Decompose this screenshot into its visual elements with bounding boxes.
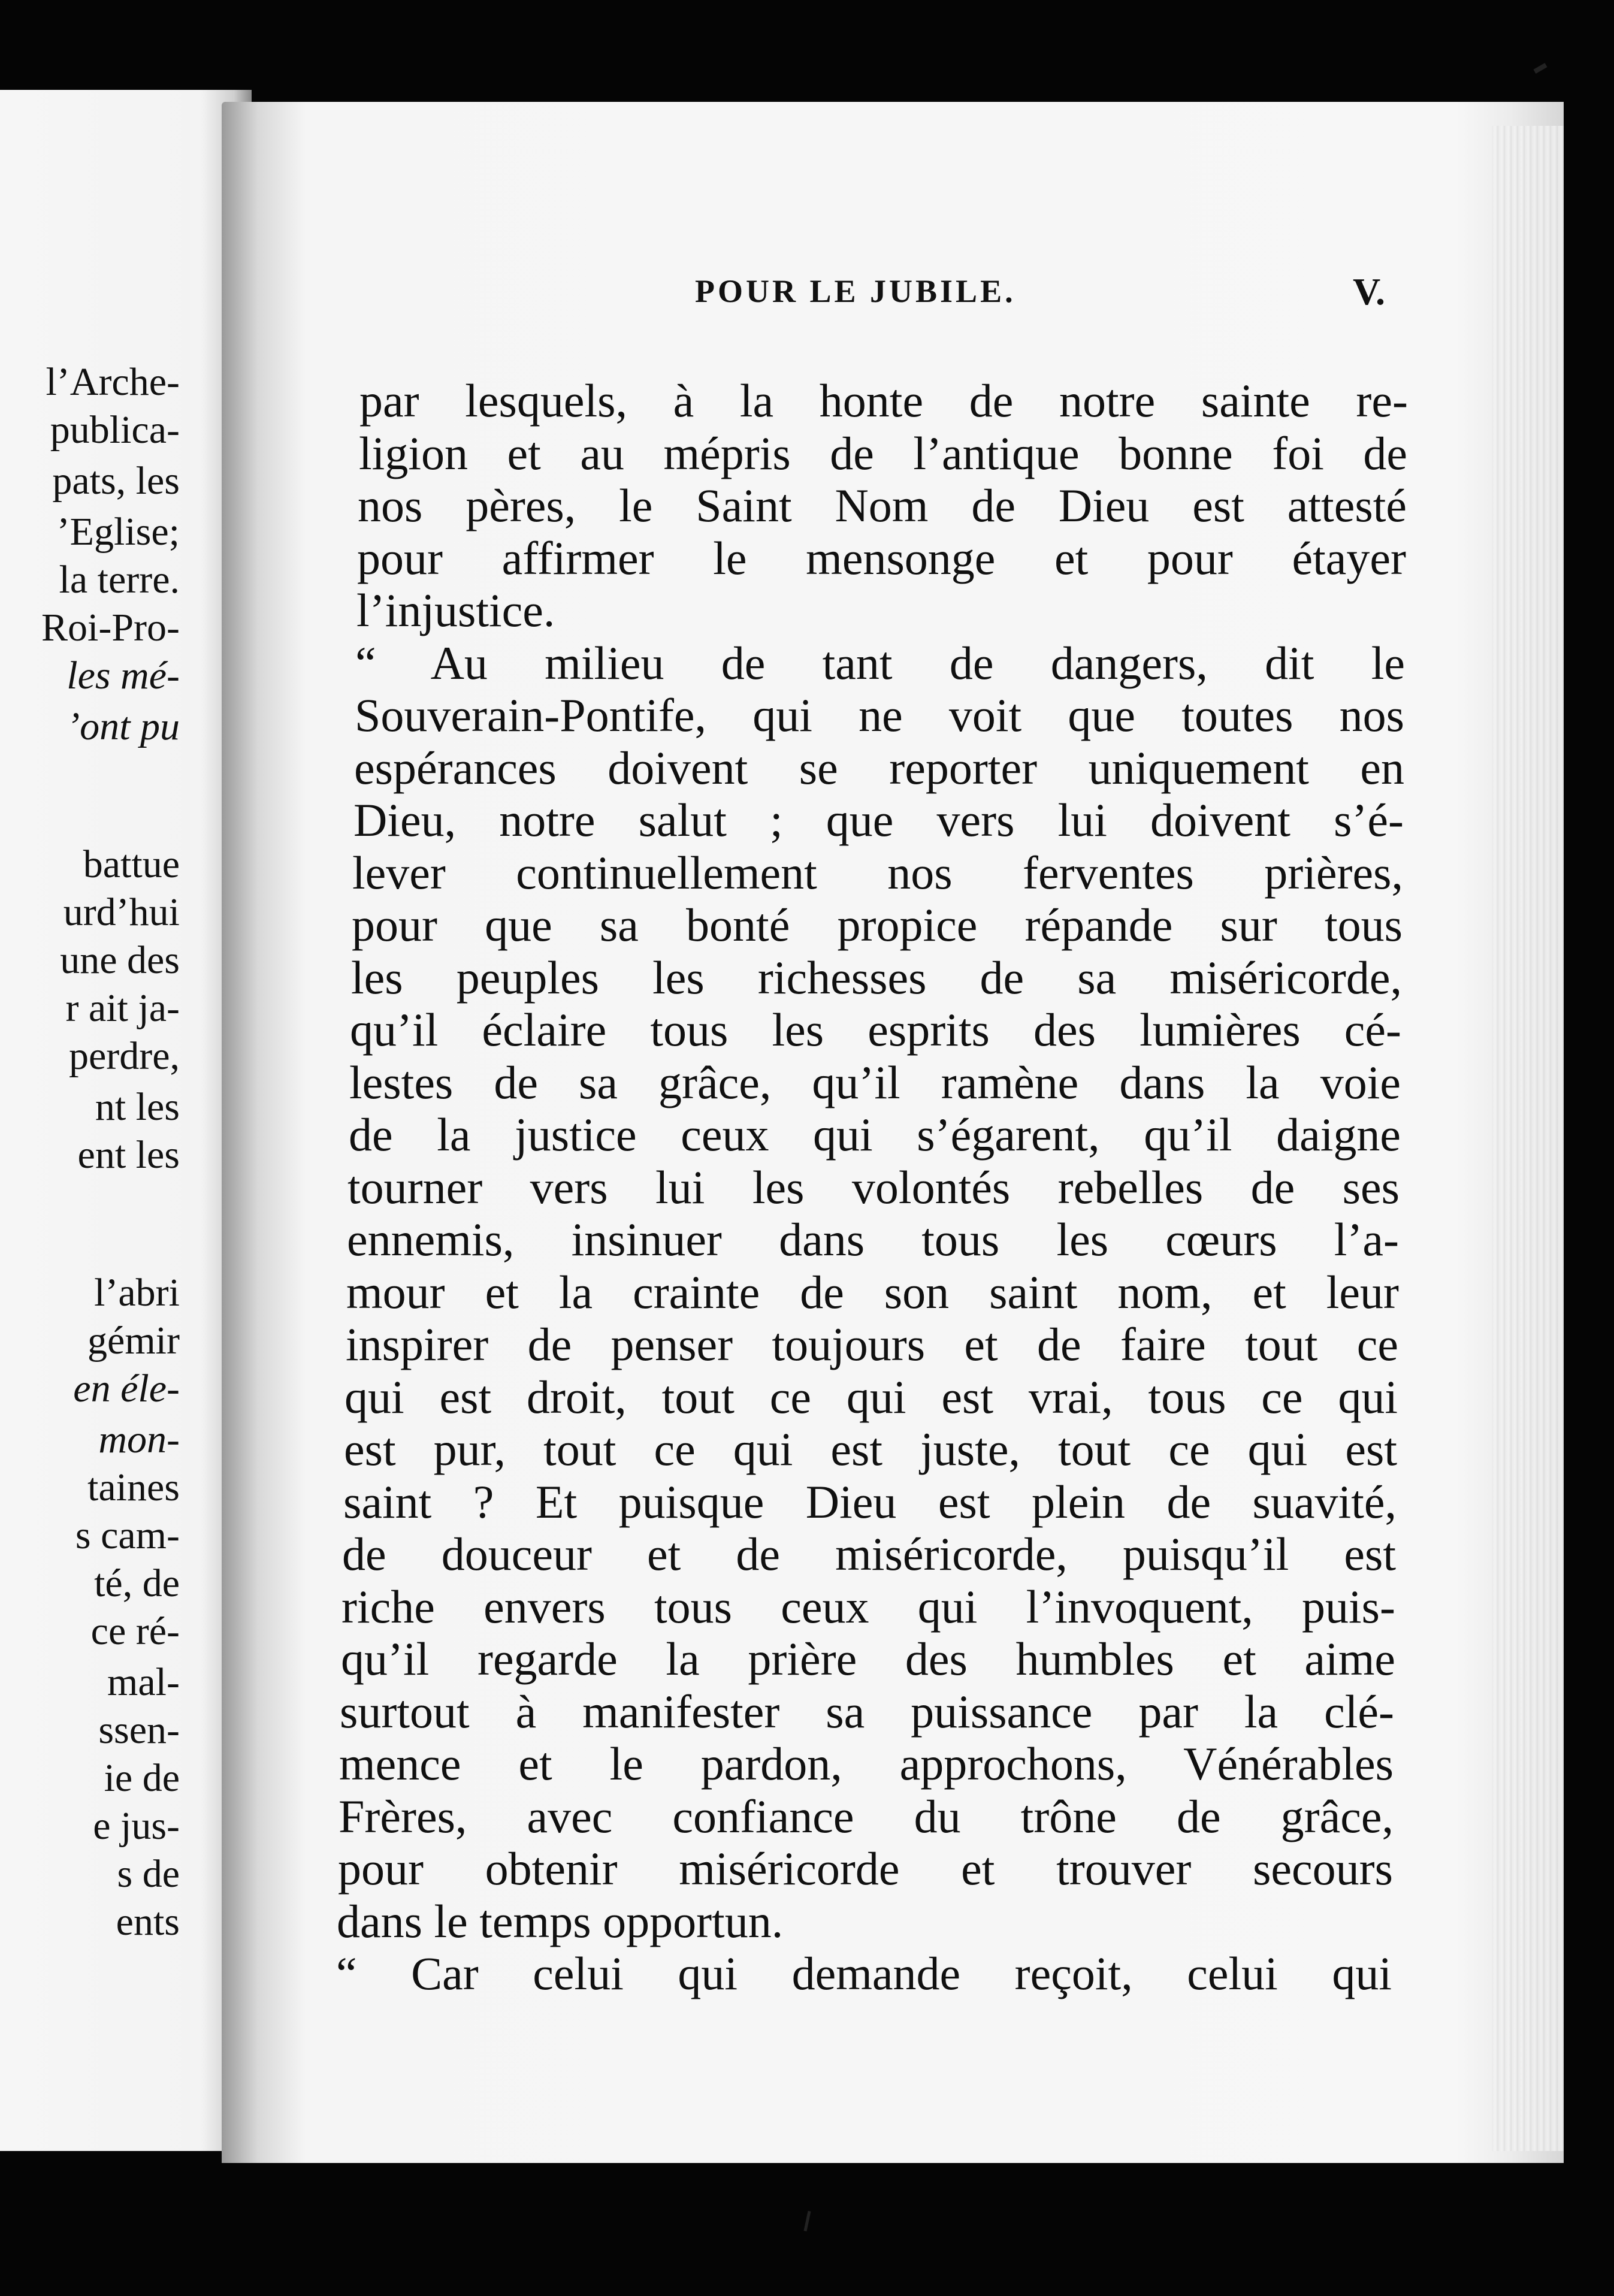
body-line: saint ? Et puisque Dieu est plein de suavité, — [343, 1475, 1397, 1528]
scan-mark — [1533, 63, 1547, 74]
left-page-line: la terre. — [59, 558, 180, 602]
body-line: qu’il éclaire tous les esprits des lumières cé- — [350, 1004, 1401, 1056]
left-page-line: ’Eglise; — [56, 510, 180, 554]
left-page-line: l’Arche- — [46, 360, 180, 404]
left-page-line: ent les — [77, 1133, 180, 1177]
body-line: lestes de sa grâce, qu’il ramène dans la voie — [349, 1056, 1401, 1108]
body-line: qu’il regarde la prière des humbles et aime — [341, 1633, 1395, 1685]
body-line: par lesquels, à la honte de notre sainte re- — [359, 374, 1408, 427]
body-line: de douceur et de miséricorde, puisqu’il est — [342, 1528, 1396, 1580]
page-edge — [1492, 126, 1564, 2151]
left-page-line: mon- — [98, 1418, 180, 1461]
left-page-line: ents — [116, 1900, 180, 1944]
left-page-line: pats, les — [52, 459, 180, 503]
body-line: tourner vers lui les volontés rebelles de ses — [347, 1161, 1400, 1213]
page-number: V. — [1353, 270, 1385, 313]
left-page-line: s cam- — [75, 1513, 180, 1557]
left-page-line: les mé- — [67, 654, 180, 697]
body-line: qui est droit, tout ce qui est vrai, tous ce qui — [344, 1370, 1398, 1423]
body-line: de la justice ceux qui s’égarent, qu’il daigne — [349, 1108, 1401, 1161]
left-page-line: mal- — [107, 1660, 180, 1704]
body-line: pour que sa bonté propice répande sur tous — [352, 899, 1403, 951]
left-page-line: té, de — [94, 1561, 180, 1605]
left-page-line: l’abri — [94, 1271, 180, 1315]
body-line: dans le temps opportun. — [337, 1895, 784, 1947]
left-page — [0, 90, 252, 2151]
left-page-line: une des — [60, 938, 180, 982]
left-page-line: publica- — [50, 408, 180, 452]
body-line: Dieu, notre salut ; que vers lui doivent s’é- — [353, 794, 1404, 846]
left-page-line: en éle- — [73, 1367, 180, 1410]
running-header: POUR LE JUBILE. — [695, 273, 1016, 309]
body-line: surtout à manifester sa puissance par la clé- — [340, 1685, 1394, 1738]
left-page-line: taines — [87, 1466, 180, 1509]
body-line: pour obtenir miséricorde et trouver secours — [338, 1842, 1393, 1895]
body-line: inspirer de penser toujours et de faire tout ce — [346, 1318, 1398, 1370]
left-page-line: perdre, — [68, 1034, 180, 1078]
body-line: “ Car celui qui demande reçoit, celui qui — [336, 1947, 1392, 1999]
body-line: lever continuellement nos ferventes prières, — [352, 846, 1403, 899]
left-page-line: gémir — [87, 1319, 180, 1363]
left-page-line: ssen- — [98, 1708, 180, 1752]
body-line: nos pères, le Saint Nom de Dieu est attesté — [358, 479, 1407, 531]
body-line: les peuples les richesses de sa miséricorde, — [351, 951, 1402, 1004]
left-page-line: s de — [117, 1852, 180, 1896]
left-page-line: battue — [83, 842, 180, 886]
scan-mark — [804, 2211, 811, 2231]
left-page-line: Roi-Pro- — [41, 606, 180, 649]
left-page-line: ’ont pu — [67, 705, 180, 748]
left-page-line: ie de — [104, 1756, 180, 1800]
body-line: espérances doivent se reporter uniquement en — [354, 741, 1404, 794]
body-line: ligion et au mépris de l’antique bonne foi de — [359, 427, 1407, 479]
body-line: est pur, tout ce qui est juste, tout ce qui est — [344, 1423, 1397, 1475]
body-line: Souverain-Pontife, qui ne voit que toutes nos — [355, 689, 1404, 741]
body-line: l’injustice. — [356, 584, 555, 636]
left-page-line: urd’hui — [63, 890, 180, 934]
body-line: “ Au milieu de tant de dangers, dit le — [355, 636, 1405, 689]
left-page-line: e jus- — [93, 1804, 180, 1848]
body-line: mence et le pardon, approchons, Vénérables — [339, 1738, 1394, 1790]
left-page-line: ce ré- — [90, 1609, 180, 1653]
body-line: pour affirmer le mensonge et pour étayer — [357, 531, 1406, 584]
left-page-line: r ait ja- — [65, 986, 180, 1030]
body-line: mour et la crainte de son saint nom, et leur — [346, 1265, 1399, 1318]
body-line: riche envers tous ceux qui l’invoquent, puis- — [341, 1580, 1395, 1633]
body-line: Frères, avec confiance du trône de grâce, — [338, 1790, 1394, 1842]
body-line: ennemis, insinuer dans tous les cœurs l’a- — [347, 1213, 1399, 1265]
left-page-line: nt les — [95, 1085, 180, 1129]
